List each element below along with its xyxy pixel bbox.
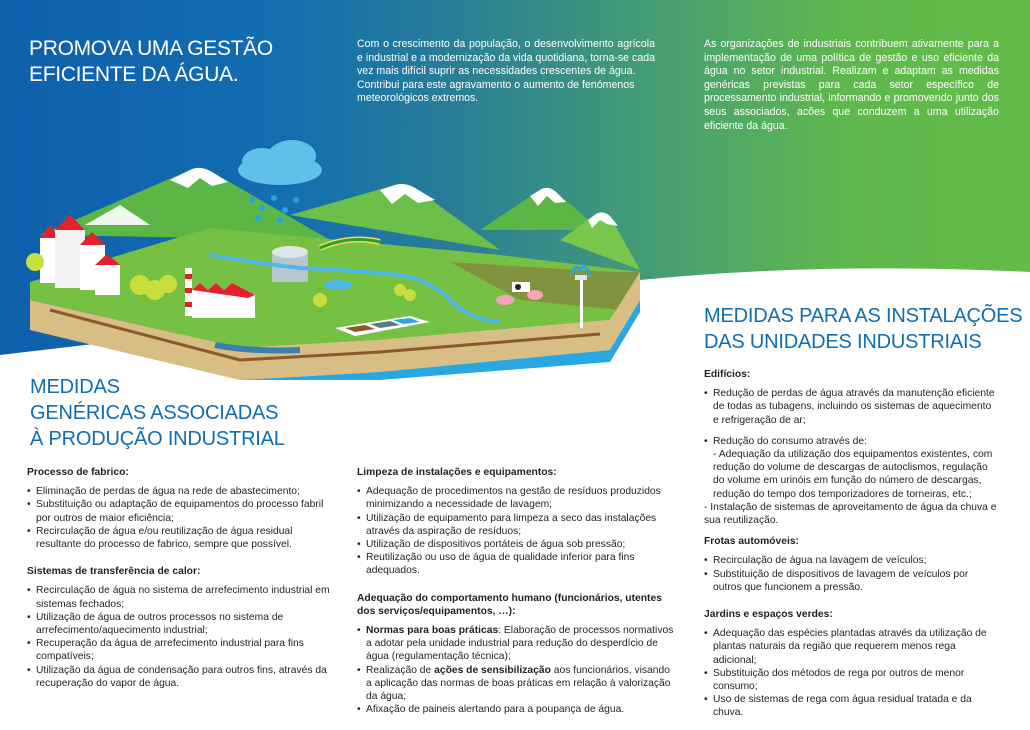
- bullet-list: [357, 624, 677, 716]
- bullet-list: [357, 485, 677, 577]
- intro-paragraph-left: [357, 38, 655, 106]
- list-subitem: - Instalação de sistemas de aproveitamento de água da chuva e sua reutilização.: [704, 501, 997, 527]
- list-item: • Substituição ou adaptação de equipamentos do processo fabril por outros de maior eficiência;: [27, 498, 337, 524]
- list-item: • Recirculação de água no sistema de arrefecimento industrial em sistemas fechados;: [27, 584, 337, 610]
- list-item: [357, 664, 677, 704]
- intro-paragraph-right: [704, 38, 999, 133]
- list-item: • Substituição dos métodos de rega por outros de menor consumo;: [704, 667, 999, 693]
- group-heading: Processo de fabrico:: [27, 467, 129, 478]
- section-title-installations: [704, 303, 1022, 355]
- list-item: [357, 624, 677, 664]
- list-item: • Redução de perdas de água através da manutenção eficiente de todas as tubagens, incluindo os sistemas de aquecimento e refrigeração de ar;: [704, 387, 999, 427]
- list-item: • Redução do consumo através de:: [704, 435, 999, 448]
- title-line: GENÉRICAS ASSOCIADAS: [30, 402, 279, 424]
- list-item: • Utilização da água de condensação para outros fins, através da recuperação do vapor de água.: [27, 664, 337, 690]
- group-heading: Frotas automóveis:: [704, 536, 799, 548]
- list-item: • Recirculação de água na lavagem de veículos;: [704, 554, 999, 567]
- list-item: • Recuperação da água de arrefecimento industrial para fins compatíveis;: [27, 637, 337, 663]
- column-left: [27, 466, 337, 704]
- item-text: aos funcionários, visando a aplicação das normas de boas práticas em relação à valorização da água;: [366, 664, 671, 703]
- bullet-list: [704, 387, 999, 527]
- intro-text: As organizações de industriais contribuem ativamente para a implementação de uma política de gestão e uso eficiente da água no setor industrial. Realizam e adaptam as medidas genéricas previstas para cada setor específico de processamento industrial, informando e promovendo junto dos seus associados, acões que conduzem a uma utilização eficiente da água.: [704, 38, 999, 132]
- cow-icon: [512, 282, 530, 292]
- intro-text: Com o crescimento da população, o desenvolvimento agrícola e industrial e a modernização da vida quotidiana, torna-se cada vez mais difícil suprir as necessidades crescentes de água.: [357, 38, 655, 78]
- list-item: • Afixação de paineis alertando para a poupança de água.: [357, 703, 677, 716]
- list-item: • Eliminação de perdas de água na rede de abastecimento;: [27, 485, 337, 498]
- bullet-list: [27, 485, 337, 551]
- bullet-list: [704, 554, 999, 594]
- item-text: Realização de: [366, 664, 435, 676]
- group-heading: Jardins e espaços verdes:: [704, 609, 833, 621]
- group-heading: Sistemas de transferência de calor:: [27, 566, 201, 578]
- list-item: • Reutilização ou uso de água de qualidade inferior para fins adequados.: [357, 551, 677, 577]
- bold-phrase: ações de sensibilização: [434, 664, 551, 676]
- section-title-generic-measures: [30, 374, 285, 452]
- group-heading: Edifícios:: [704, 369, 751, 380]
- bullet-list: [27, 584, 337, 690]
- title-line: DAS UNIDADES INDUSTRIAIS: [704, 331, 982, 353]
- title-line: MEDIDAS PARA AS INSTALAÇÕES: [704, 305, 1023, 327]
- bold-phrase: Normas para boas práticas: [366, 625, 499, 637]
- list-item: • Utilização de equipamento para limpeza a seco das instalações através da aspiração de resíduos;: [357, 512, 677, 538]
- list-item: • Substituição de dispositivos de lavagem de veículos por outros que funcionem a pressão.: [704, 568, 999, 594]
- list-item: • Recirculação de água e/ou reutilização de água residual resultante do processo de fabrico, sempre que possível.: [27, 525, 337, 551]
- hero-title-line1: PROMOVA UMA GESTÃO: [29, 37, 273, 60]
- column-right: [704, 368, 999, 720]
- group-heading: Adequação do comportamento humano (funcionários, utentes dos serviços/equipamentos, …):: [357, 592, 662, 617]
- hero-title-line2: EFICIENTE DA ÁGUA.: [29, 63, 239, 86]
- list-item: • Uso de sistemas de rega com água residual tratada e da chuva.: [704, 693, 999, 719]
- hero-title: [29, 36, 273, 88]
- list-subitem: - Adequação da utilização dos equipamentos existentes, com redução do volume de descargas de autoclismos, regulação do volume em urinóis em função do número de descargas, redução do tempo dos temporizadores de torneiras, etc.;: [713, 449, 993, 500]
- bullet-list: [704, 627, 999, 719]
- column-middle: [357, 466, 677, 730]
- list-item: • Adequação das espécies plantadas através da utilização de plantas naturais da região que requerem menos rega adicional;: [704, 627, 999, 667]
- group-heading: Limpeza de instalações e equipamentos:: [357, 467, 557, 478]
- list-item: • Utilização de água de outros processos no sistema de arrefecimento/aquecimento industrial;: [27, 611, 337, 637]
- water-cycle-illustration: [0, 130, 700, 380]
- intro-text: Contribui para este agravamento o aumento de fenómenos meteorológicos extremos.: [357, 78, 635, 105]
- list-item: • Utilização de dispositivos portáteis de água sob pressão;: [357, 538, 677, 551]
- list-item: • Adequação de procedimentos na gestão de resíduos produzidos minimizando a necessidade de lavagem;: [357, 485, 677, 511]
- title-line: MEDIDAS: [30, 376, 120, 398]
- title-line: À PRODUÇÃO INDUSTRIAL: [30, 428, 285, 450]
- item-text: : Elaboração de processos normativos a adotar pela unidade industrial para redução do desperdício de água (regulamentação técnica);: [366, 625, 674, 663]
